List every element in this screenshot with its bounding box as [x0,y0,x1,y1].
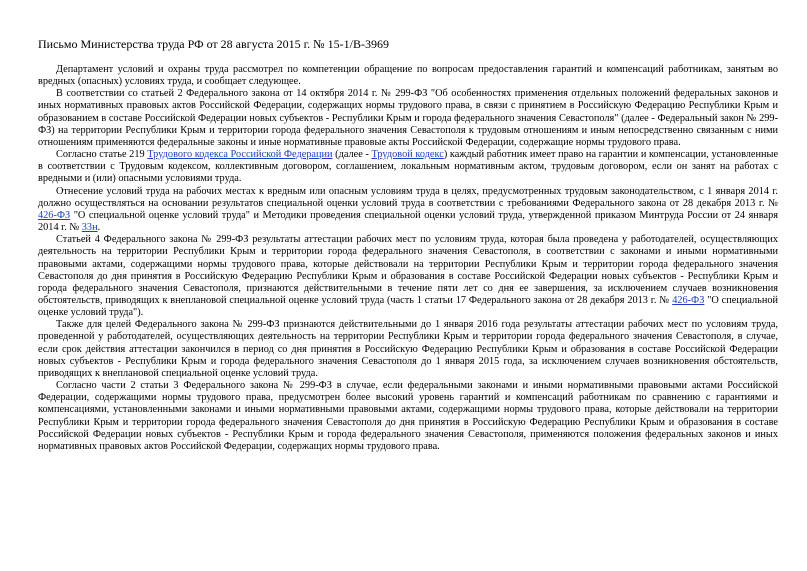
paragraph-text: . [97,222,101,234]
document-link[interactable]: 426-ФЗ [672,294,705,306]
paragraph [38,149,778,185]
paragraph [38,234,778,319]
paragraph-text: ) каждый работник имеет право на гарантии и компенсации, установленные в соответствии с Трудовым кодексом, коллективным договором, соглашением, локальным нормативным актом, трудовым договором, если он занят на работах с вредными и (или) опасными условиями труда. [38,149,779,185]
paragraph [38,64,778,88]
paragraph-text: В соответствии со статьей 2 Федерального закона от 14 октября 2014 г. № 299-ФЗ "Об особенностях применения отдельных положений федеральных законов и иных нормативных правовых актов Российской Федерации, содержащих нормы трудового права, в связи с принятием в Российскую Федерацию Республики Крым и образованием в составе Российской Федерации новых субъектов - Республики Крым и города федерального значения Севастополя" (далее - Федеральный закон № 299-ФЗ) на территории Республики Крым и территории города федерального значения Севастополя к трудовым отношениям и иным непосредственно связанным с ними отношениям применяются федеральные законы и иные нормативные правовые акты Российской Федерации, содержащие нормы трудового права. [38,88,778,148]
paragraph [38,88,778,149]
paragraph-text: "О специальной оценке условий труда"). [38,294,779,319]
document-link[interactable]: 426-ФЗ [38,209,71,221]
paragraph-text: Также для целей Федерального закона № 299-ФЗ признаются действительными до 1 января 2016 года результаты аттестации рабочих мест по условиям труда, проведенной у работодателей, осуществляющих деятельность на территории Республики Крым и территории города федерального значения Севастополя, в случае, если срок действия аттестации закончился в период со дня принятия в Российскую Федерацию Республики Крым и образования в составе Российской Федерации новых субъектов - Республики Крым и города федерального значения Севастополя до 1 января 2015 года, за исключением случаев возникновения обстоятельств, приводящих к внеплановой специальной оценке условий труда. [38,319,778,379]
document-link[interactable]: Трудового кодекса Российской Федерации [147,149,333,161]
document-link[interactable]: 33н [81,222,98,234]
paragraph-text: Отнесение условий труда на рабочих местах к вредным или опасным условиям труда в целях, предусмотренных трудовым законодательством, с 1 января 2014 г. должно осуществляться на основании результатов специальной оценки условий труда в соответствии с требованиями Федерального закона от 28 декабря 2013 г. № [38,185,778,209]
document-body [38,64,778,453]
paragraph-text: "О специальной оценке условий труда" и Методики проведения специальной оценки условий труда, утвержденной приказом Минтруда России от 24 января 2014 г. № [38,209,778,234]
paragraph [38,319,778,380]
paragraph-text: Департамент условий и охраны труда рассмотрел по компетенции обращение по вопросам предоставления гарантий и компенсаций работникам, занятым во вредных (опасных) условиях труда, и сообщает следующее. [38,64,778,88]
paragraph-text: Статьей 4 Федерального закона № 299-ФЗ результаты аттестации рабочих мест по условиям труда, которая была проведена у работодателей, осуществляющих деятельность на территории Республики Крым и территории города федерального значения Севастополя, в соответствии с законами и иными нормативными правовыми актами, содержащими нормы трудового права, которые действовали на территории Республики Крым и территории города федерального значения Севастополя до дня принятия в Российскую Федерацию Республики Крым и образования в составе Российской Федерации новых субъектов - Республики Крым и города федерального значения Севастополя, признаются действительными в течение пяти лет со дня ее завершения, за исключением случаев возникновения обстоятельств, приводящих к внеплановой специальной оценке условий труда (часть 1 статьи 17 Федерального закона от 28 декабря 2013 г. № [38,234,778,306]
paragraph-text: (далее - [332,149,372,161]
paragraph [38,380,778,453]
paragraph [38,186,778,235]
document-link[interactable]: Трудовой кодекс [371,149,444,161]
paragraph-text: Согласно части 2 статьи 3 Федерального закона № 299-ФЗ в случае, если федеральными законами и иными нормативными правовыми актами Российской Федерации, содержащими нормы трудового права, предусмотрен более высокий уровень гарантий и компенсаций работникам по сравнению с гарантиями и компенсациями, установленными законами и иными нормативными правовыми актами, содержащими нормы трудового права, которые действовали на территории Республики Крым и территории города федерального значения Севастополя до дня принятия в Российскую Федерацию Республики Крым и образования в составе Российской Федерации новых субъектов - Республики Крым и города федерального значения Севастополя, применяются положения федеральных законов и иных нормативных правовых актов Российской Федерации, содержащих нормы трудового права. [38,380,778,452]
document-title: Письмо Министерства труда РФ от 28 августа 2015 г. № 15-1/В-3969 [38,37,389,51]
paragraph-text: Согласно статье 219 [56,149,148,161]
